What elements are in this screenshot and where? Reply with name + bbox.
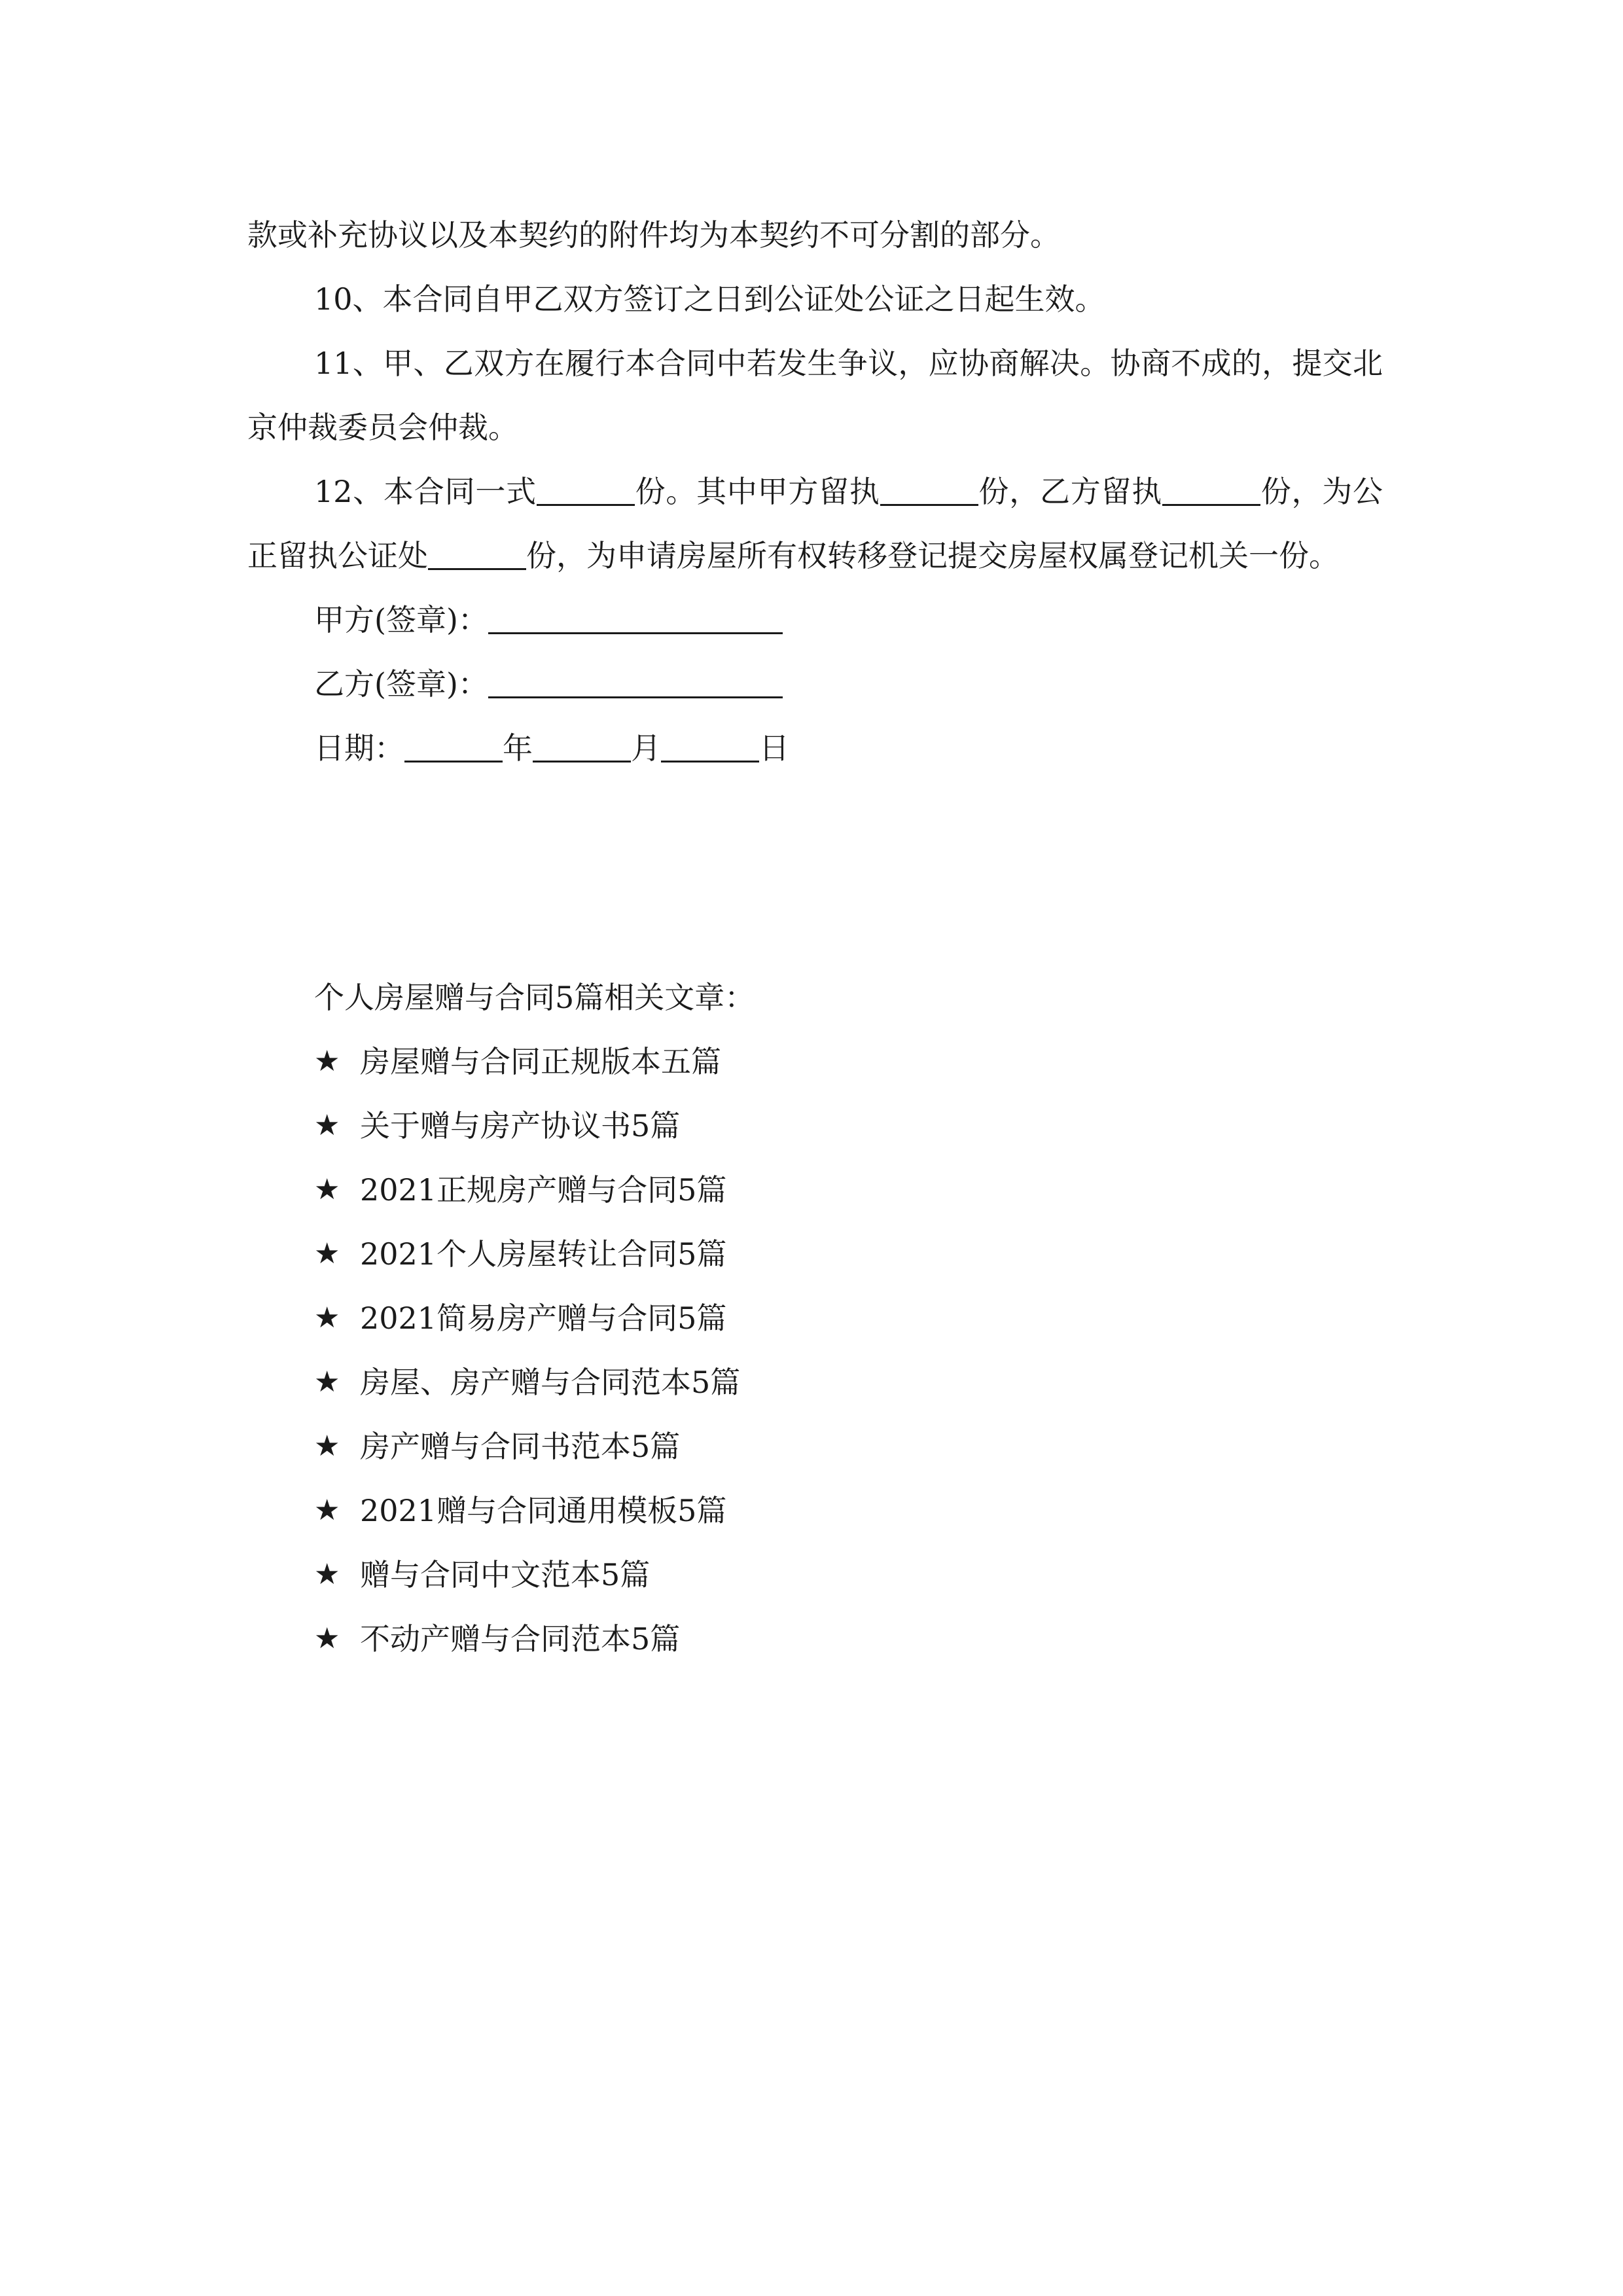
related-article-link[interactable]: 2021赠与合同通用模板5篇 [360,1493,727,1528]
related-articles [314,965,1296,1671]
related-article-item[interactable] [314,1607,1296,1671]
clause-11: 11、甲、乙双方在履行本合同中若发生争议，应协商解决。协商不成的，提交北京仲裁委员会仲裁。 [247,346,1383,445]
copies-total-blank [537,474,635,506]
party-a-signature-label: 甲方(签章)： [314,602,488,637]
date-line [247,716,1383,780]
party-a-signature-blank [488,602,783,634]
star-icon: ★ [314,1365,340,1399]
party-b-signature-label: 乙方(签章)： [314,666,488,702]
clause-12-part-d: 份，为公正留执公证处 [247,474,1383,573]
related-article-item[interactable] [314,1414,1296,1479]
related-article-link[interactable]: 2021个人房屋转让合同5篇 [360,1236,727,1272]
related-article-link[interactable]: 不动产赠与合同范本5篇 [360,1621,681,1657]
related-article-item[interactable] [314,1222,1296,1286]
clause-12-part-e: 份，为申请房屋所有权转移登记提交房屋权属登记机关一份。 [526,538,1339,573]
month-blank [533,730,631,762]
year-blank [404,730,503,762]
clause-12-part-b: 份。其中甲方留执 [634,474,880,509]
related-article-link[interactable]: 房屋赠与合同正规版本五篇 [360,1044,721,1079]
party-a-copies-blank [880,474,978,506]
clause-12-part-c: 份，乙方留执 [978,474,1162,509]
notary-copies-blank [428,538,526,570]
day-label: 日 [759,730,789,766]
related-article-item[interactable] [314,1479,1296,1543]
related-article-item[interactable] [314,1158,1296,1222]
related-article-link[interactable]: 房产赠与合同书范本5篇 [360,1429,681,1464]
star-icon: ★ [314,1045,340,1078]
party-b-signature-blank [488,666,783,698]
day-blank [661,730,759,762]
clause-10: 10、本合同自甲乙双方签订之日到公证处公证之日起生效。 [314,281,1105,317]
related-article-link[interactable]: 2021正规房产赠与合同5篇 [360,1172,727,1208]
related-article-link[interactable]: 房屋、房产赠与合同范本5篇 [360,1365,741,1400]
year-label: 年 [503,730,533,766]
related-article-link[interactable]: 2021简易房产赠与合同5篇 [360,1300,727,1336]
star-icon: ★ [314,1109,340,1142]
clause-12-part-a: 12、本合同一式 [314,474,537,509]
party-a-signature [247,588,1383,652]
star-icon: ★ [314,1237,340,1270]
related-article-item[interactable] [314,1543,1296,1607]
date-label: 日期： [314,730,404,766]
star-icon: ★ [314,1558,340,1591]
related-articles-title: 个人房屋赠与合同5篇相关文章： [314,980,755,1015]
party-b-signature [247,652,1383,716]
star-icon: ★ [314,1173,340,1206]
related-article-item[interactable] [314,1030,1296,1094]
star-icon: ★ [314,1622,340,1655]
star-icon: ★ [314,1494,340,1527]
related-article-item[interactable] [314,1094,1296,1158]
star-icon: ★ [314,1429,340,1463]
party-b-copies-blank [1162,474,1260,506]
clause-12 [247,459,1383,588]
star-icon: ★ [314,1301,340,1335]
month-label: 月 [631,730,661,766]
related-article-item[interactable] [314,1350,1296,1414]
related-article-item[interactable] [314,1286,1296,1350]
contract-body [247,203,1383,780]
related-article-link[interactable]: 关于赠与房产协议书5篇 [360,1108,681,1143]
related-article-link[interactable]: 赠与合同中文范本5篇 [360,1557,651,1592]
clause-continuation: 款或补充协议以及本契约的附件均为本契约不可分割的部分。 [247,217,1060,253]
